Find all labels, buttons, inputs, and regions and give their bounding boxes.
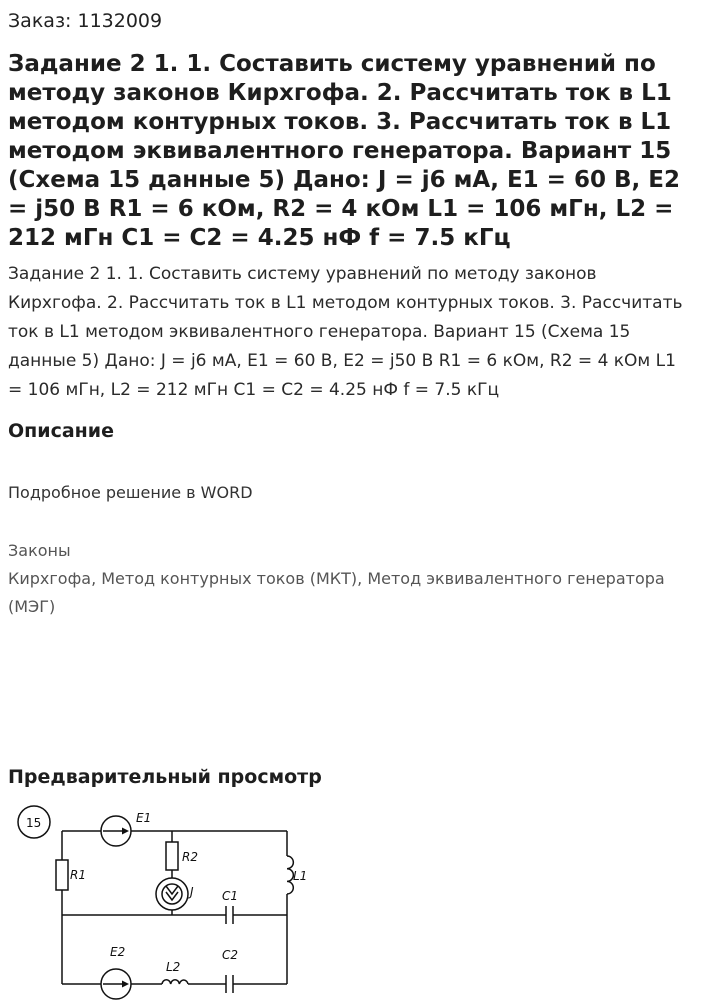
r1-label: R1 (70, 868, 86, 882)
order-number: Заказ: 1132009 (8, 10, 163, 32)
e2-label: E2 (110, 945, 126, 959)
e2-arrowhead (122, 981, 129, 988)
circuit-diagram (0, 800, 320, 1007)
j-arrow-upper (166, 886, 178, 894)
preview-heading: Предварительный просмотр (8, 766, 322, 788)
r2-resistor (166, 842, 178, 870)
description-text: Подробное решение в WORD (8, 483, 253, 502)
j-label: J (190, 885, 194, 899)
r2-label: R2 (182, 850, 198, 864)
task-title: Задание 2 1. 1. Составить систему уравнений по методу законов Кирхгофа. 2. Рассчитать ток в L1 методом контурных токов. 3. Рассчитать ток в L1 методом эквивалентного генератора. Вариант 15 (Схема 15 данные 5) Дано: J = j6 мА, E1 = 60 В, E2 = j50 В R1 = 6 кОм, R2 = 4 кОм L1 = 106 мГн, L2 = 212 мГн C1 = C2 = 4.25 нФ f = 7.5 кГц (8, 51, 680, 251)
description-heading: Описание (8, 420, 115, 442)
scheme-number: 15 (26, 816, 42, 830)
r1-resistor (56, 860, 68, 890)
c2-label: C2 (222, 948, 239, 962)
laws-label: Законы (8, 541, 71, 560)
e1-arrowhead (122, 828, 129, 835)
laws-text: Кирхгофа, Метод контурных токов (МКТ), Метод эквивалентного генератора (МЭГ) (8, 569, 665, 616)
task-text: Задание 2 1. 1. Составить систему уравнений по методу законов Кирхгофа. 2. Рассчитать ток в L1 методом контурных токов. 3. Рассчитать ток в L1 методом эквивалентного генератора. Вариант 15 (Схема 15 данные 5) Дано: J = j6 мА, E1 = 60 В, E2 = j50 В R1 = 6 кОм, R2 = 4 кОм L1 = 106 мГн, L2 = 212 мГн C1 = C2 = 4.25 нФ f = 7.5 кГц (8, 264, 683, 400)
c1-label: C1 (222, 889, 239, 903)
l2-inductor (162, 980, 188, 984)
l2-label: L2 (166, 960, 181, 974)
e1-label: E1 (136, 811, 152, 825)
l1-label: L1 (293, 869, 308, 883)
